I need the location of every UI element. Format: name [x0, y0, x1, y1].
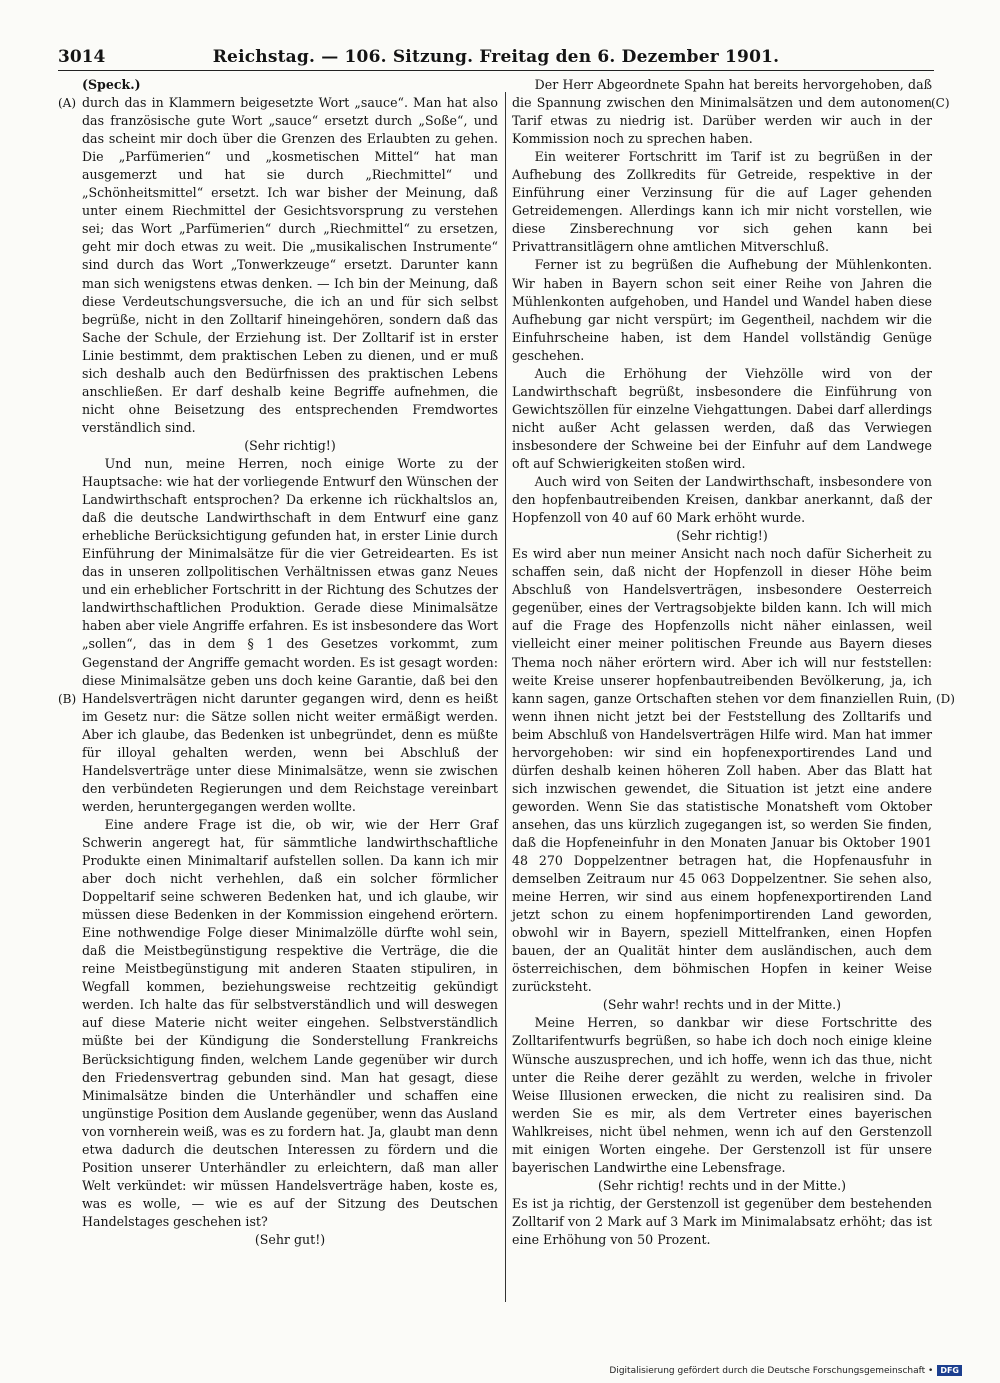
footer-credit	[609, 1365, 962, 1376]
paragraph: Auch wird von Seiten der Landwirthschaft, insbesondere von den hopfenbautreibenden Kreisen, dankbar anerkannt, daß der Hopfenzoll von 40 auf 60 Mark erhöht wurde.	[512, 474, 932, 526]
paragraph: Eine andere Frage ist die, ob wir, wie der Herr Graf Schwerin angeregt hat, für sämmtliche landwirthschaftliche Produkte einen Minimaltarif aufstellen sollen. Da kann ich mir aber doch nicht verhehlen, daß ein solcher förmlicher Doppeltarif seine schweren Bedenken hat, und ich glaube, wir müssen diese Bedenken in der Kommission eingehend erörtern. Eine nothwendige Folge dieser Minimalzölle dürfte wohl sein, daß die Meistbegünstigung respektive die Verträge, die die reine Meistbegünstigung mit anderen Staaten stipuliren, in Wegfall kommen, beziehungsweise rechtzeitig gekündigt werden. Ich halte das für selbstverständlich und will deswegen auf diese Materie nicht weiter eingehen. Selbstverständlich müßte bei der Kündigung die Sonderstellung Frankreichs Berücksichtigung finden, welchem Lande gegenüber wir durch den Friedensvertrag gebunden sind. Man hat gesagt, diese Minimalsätze binden die Unterhändler und schaffen eine ungünstige Position dem Auslande gegenüber, wenn das Ausland von vornherein weiß, was es zu fordern hat. Ja, glaubt man denn etwa dadurch die deutschen Interessen zu fördern und die Position unserer Unterhändler zu erleichtern, daß man aller Welt verkündet: wir müssen Handelsverträge haben, koste es, was es wolle, — wie es auf der Sitzung des Deutschen Handelstages geschehen ist?	[82, 816, 498, 1229]
paragraph: durch das in Klammern beigesetzte Wort „sauce“. Man hat also das französische gute Wort „sauce“ ersetzt durch „Soße“, und das scheint mir doch über die Grenzen des Erlaubten zu gehen. Die „Parfümerien“ und „kosmetischen Mittel“ hat man ausgemerzt und hat sie durch „Riechmittel“ und „Schönheitsmittel“ ersetzt. Ich war bisher der Meinung, daß unter einem Riechmittel der Gesichtsvorsprung zu verstehen sei; das Wort „Parfümerien“ durch „Riechmittel“ zu ersetzen, geht mir doch etwas zu weit. Die „musikalischen Instrumente“ sind durch das Wort „Tonwerkzeuge“ ersetzt. Darunter kann man sich wenigstens etwas denken. — Ich bin der Meinung, daß diese Verdeutschungsversuche, die ich an und für sich selbst begrüße, nicht in den Zolltarif hineingehören, sondern daß das Sache der Schule, der Erziehung ist. Der Zolltarif ist in erster Linie bestimmt, dem praktischen Leben zu dienen, und er muß sich deshalb auch den Bedürfnissen des praktischen Lebens anschließen. Er darf deshalb keine Begriffe aufnehmen, die nicht ohne Beisetzung des entsprechenden Fremdwortes verständlich sind.	[82, 95, 498, 435]
paragraph: Auch die Erhöhung der Viehzölle wird von der Landwirthschaft begrüßt, insbesondere die Einführung von Gewichtszöllen für einzelne Viehgattungen. Dabei darf allerdings nicht außer Acht gelassen werden, daß das Verwiegen insbesondere der Schweine bei der Einfuhr auf dem Landwege oft auf Schwierigkeiten stoßen wird.	[512, 365, 932, 471]
left-column	[82, 76, 498, 1249]
right-column	[512, 76, 932, 1249]
paragraph: Ein weiterer Fortschritt im Tarif ist zu begrüßen in der Aufhebung des Zollkredits für Getreide, respektive in der Einführung einer Verzinsung für die auf Lager gehenden Getreidemengen. Allerdings kann ich mir nicht vorstellen, wie diese Zinsberechnung vor sich gehen kann bei Privattransitlägern ohne amtlichen Mitverschluß.	[512, 149, 932, 255]
interjection: (Sehr wahr! rechts und in der Mitte.)	[602, 997, 842, 1013]
margin-marker-d: (D)	[936, 692, 955, 706]
paragraph: Ferner ist zu begrüßen die Aufhebung der Mühlenkonten. Wir haben in Bayern schon seit einer Reihe von Jahren die Mühlenkonten aufgehoben, und Handel und Wandel haben diese Aufhebung gar nicht verspürt; im Gegentheil, nachdem wir die Einfuhrscheine haben, ist dem Handel vollständig Genüge geschehen.	[512, 257, 932, 363]
speaker-name: (Speck.)	[82, 77, 141, 92]
margin-marker-a: (A)	[58, 96, 77, 110]
interjection: (Sehr richtig!)	[676, 528, 768, 544]
page-number: 3014	[58, 47, 106, 67]
page-header	[58, 45, 934, 69]
column-divider	[505, 92, 506, 1302]
interjection: (Sehr richtig!)	[244, 437, 336, 453]
footer-text: Digitalisierung gefördert durch die Deutsche Forschungsgemeinschaft •	[609, 1366, 934, 1376]
paragraph: Es wird aber nun meiner Ansicht nach noch dafür Sicherheit zu schaffen sein, daß nicht der Hopfenzoll in dieser Höhe beim Abschluß von Handelsverträgen, insbesondere Oesterreich gegenüber, eines der Vertragsobjekte bilden kann. Ich will mich auf die Frage des Hopfenzolls nicht näher einlassen, weil vielleicht einer meiner politischen Freunde aus Bayern dieses Thema noch näher erörtern wird. Aber ich will nur feststellen: weite Kreise unserer hopfenbautreibenden Bevölkerung, ja, ich kann sagen, ganze Ortschaften stehen vor dem finanziellen Ruin, wenn ihnen nicht jetzt bei der Feststellung des Zolltarifs und beim Abschluß von Handelsverträgen Hilfe wird. Man hat immer hervorgehoben: wir sind ein hopfenexportirendes Land und dürfen deshalb keinen höheren Zoll haben. Aber das Blatt hat sich inzwischen gewendet, die Situation ist jetzt eine andere geworden. Wenn Sie das statistische Monatsheft vom Oktober ansehen, das uns kürzlich zugegangen ist, so werden Sie finden, daß die Hopfeneinfuhr in den Monaten Januar bis Oktober 1901 48 270 Doppelzentner betragen hat, die Hopfenausfuhr in demselben Zeitraum nur 45 063 Doppelzentner. Sie sehen also, meine Herren, wir sind aus einem hopfenexportirenden Land jetzt schon zu einem hopfenimportirenden Land geworden, obwohl wir in Bayern, speziell Mittelfranken, einen Hopfen bauen, der an Qualität hinter dem ausländischen, auch dem österreichischen, dem böhmischen Hopfen in keiner Weise zurücksteht.	[512, 546, 932, 995]
page-title: Reichstag. — 106. Sitzung. Freitag den 6. Dezember 1901.	[212, 47, 780, 67]
interjection: (Sehr richtig! rechts und in der Mitte.)	[597, 1177, 847, 1193]
paragraph: Der Herr Abgeordnete Spahn hat bereits hervorgehoben, daß die Spannung zwischen den Minimalsätzen und dem autonomen Tarif etwas zu niedrig ist. Darüber werden wir auch in der Kommission noch zu sprechen haben.	[512, 77, 932, 147]
interjection: (Sehr gut!)	[254, 1232, 326, 1247]
margin-marker-c: (C)	[931, 96, 950, 110]
paragraph: Und nun, meine Herren, noch einige Worte zu der Hauptsache: wie hat der vorliegende Entwurf den Wünschen der Landwirthschaft entsprochen? Da erkenne ich rückhaltslos an, daß die deutsche Landwirthschaft in dem Entwurf eine ganz erhebliche Berücksichtigung gefunden hat, in erster Linie durch Einführung der Minimalsätze für die vier Getreidearten. Es ist das in unseren zollpolitischen Verhältnissen etwas ganz Neues und ein erheblicher Fortschritt in der Richtung des Schutzes der landwirthschaftlichen Produktion. Gerade diese Minimalsätze haben aber viele Angriffe erfahren. Es ist insbesondere das Wort „sollen“, das in dem § 1 des Gesetzes vorkommt, zum Gegenstand der Angriffe gemacht worden. Es ist gesagt worden: diese Minimalsätze geben uns doch keine Garantie, daß bei den Handelsverträgen nicht darunter gegangen wird, denn es heißt im Gesetz nur: die Sätze sollen nicht weiter ermäßigt werden. Aber ich glaube, das Bedenken ist unbegründet, denn es müßte für illoyal gehalten werden, wenn bei Abschluß der Handelsverträge unter diese Minimalsätze, wenn sie zwischen den verbündeten Regierungen und dem Reichstage vereinbart werden, heruntergegangen werden wollte.	[82, 455, 498, 814]
margin-marker-b: (B)	[58, 692, 77, 706]
dfg-logo: DFG	[937, 1365, 962, 1376]
header-rule	[58, 70, 934, 71]
paragraph: Es ist ja richtig, der Gerstenzoll ist gegenüber dem bestehenden Zolltarif von 2 Mark auf 3 Mark im Minimalabsatz erhöht; das ist eine Erhöhung von 50 Prozent.	[512, 1195, 932, 1247]
paragraph: Meine Herren, so dankbar wir diese Fortschritte des Zolltarifentwurfs begrüßen, so habe ich doch noch einige kleine Wünsche auszusprechen, und ich hoffe, wenn ich das thue, nicht unter die Reihe derer gezählt zu werden, welche in frivoler Weise Illusionen erwecken, die nicht zu realisiren sind. Da werden Sie es mir, als dem Vertreter eines bayerischen Wahlkreises, nicht übel nehmen, wenn ich auf den Gerstenzoll mit einigen Worten eingehe. Der Gerstenzoll ist für unsere bayerischen Landwirthe eine Lebensfrage.	[512, 1015, 932, 1175]
